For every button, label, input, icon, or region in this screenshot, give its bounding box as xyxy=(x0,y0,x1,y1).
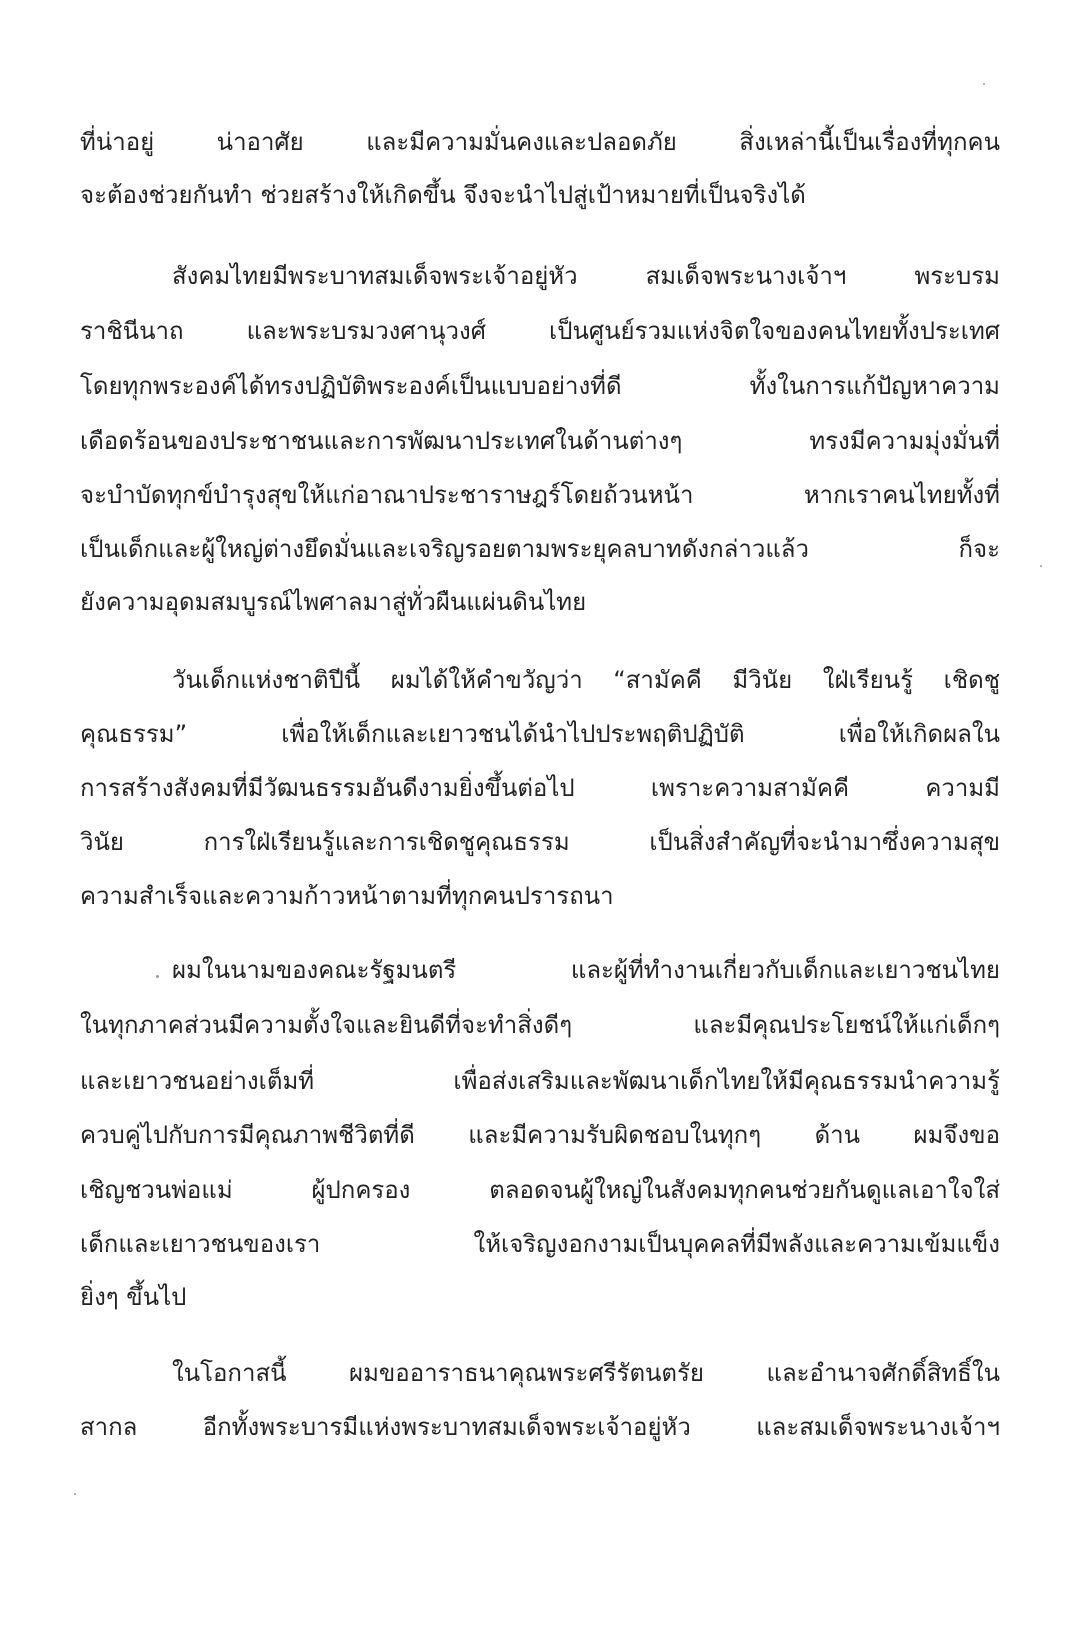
paragraph-2-line-2: ราชินีนาถ และพระบรมวงศานุวงศ์ เป็นศูนย์รวมแห่งจิตใจของคนไทยทั้งประเทศ xyxy=(80,317,1000,345)
paragraph-5-line-2: สากล อีกทั้งพระบารมีแห่งพระบาทสมเด็จพระเจ้าอยู่หัว และสมเด็จพระนางเจ้าฯ xyxy=(80,1413,1000,1441)
paragraph-2-line-6: เป็นเด็กและผู้ใหญ่ต่างยึดมั่นและเจริญรอยตามพระยุคลบาทดังกล่าวแล้ว ก็จะ xyxy=(80,535,1000,563)
paragraph-1-line-1: ที่น่าอยู่ น่าอาศัย และมีความมั่นคงและปลอดภัย สิ่งเหล่านี้เป็นเรื่องที่ทุกคน xyxy=(80,128,1000,156)
paragraph-2-line-1: สังคมไทยมีพระบาทสมเด็จพระเจ้าอยู่หัว สมเด็จพระนางเจ้าฯ พระบรม xyxy=(172,262,1000,290)
paragraph-3-line-3: การสร้างสังคมที่มีวัฒนธรรมอันดีงามยิ่งขึ้นต่อไป เพราะความสามัคคี ความมี xyxy=(80,774,1000,802)
paragraph-5-line-1: ในโอกาสนี้ ผมขออาราธนาคุณพระศรีรัตนตรัย และอำนาจศักดิ์สิทธิ์ใน xyxy=(172,1359,1000,1387)
paragraph-1-line-2: จะต้องช่วยกันทำ ช่วยสร้างให้เกิดขึ้น จึงจะนำไปสู่เป้าหมายที่เป็นจริงได้ xyxy=(80,181,806,209)
scan-speck xyxy=(983,83,985,85)
paragraph-2-line-3: โดยทุกพระองค์ได้ทรงปฏิบัติพระองค์เป็นแบบอย่างที่ดี ทั้งในการแก้ปัญหาความ xyxy=(80,372,1000,400)
paragraph-4-line-6: เด็กและเยาวชนของเรา ให้เจริญงอกงามเป็นบุคคลที่มีพลังและความเข้มแข็ง xyxy=(80,1230,1000,1258)
scan-speck xyxy=(156,975,159,978)
paragraph-2-line-5: จะบำบัดทุกข์บำรุงสุขให้แก่อาณาประชาราษฎร์โดยถ้วนหน้า หากเราคนไทยทั้งที่ xyxy=(80,481,1000,509)
scan-speck xyxy=(1040,565,1042,567)
paragraph-3-line-1: วันเด็กแห่งชาติปีนี้ ผมได้ให้คำขวัญว่า “สามัคคี มีวินัย ใฝ่เรียนรู้ เชิดชู xyxy=(172,666,1000,694)
paragraph-4-line-1: ผมในนามของคณะรัฐมนตรี และผู้ที่ทำงานเกี่ยวกับเด็กและเยาวชนไทย xyxy=(172,956,1000,984)
paragraph-4-line-3: และเยาวชนอย่างเต็มที่ เพื่อส่งเสริมและพัฒนาเด็กไทยให้มีคุณธรรมนำความรู้ xyxy=(80,1067,1000,1095)
paragraph-3-line-2: คุณธรรม” เพื่อให้เด็กและเยาวชนได้นำไปประพฤติปฏิบัติ เพื่อให้เกิดผลใน xyxy=(80,720,1000,748)
paragraph-4-line-7: ยิ่งๆ ขึ้นไป xyxy=(80,1283,187,1311)
scan-speck xyxy=(74,1493,76,1495)
paragraph-3-line-4: วินัย การใฝ่เรียนรู้และการเชิดชูคุณธรรม เป็นสิ่งสำคัญที่จะนำมาซึ่งความสุข xyxy=(80,828,1000,856)
paragraph-2-line-4: เดือดร้อนของประชาชนและการพัฒนาประเทศในด้านต่างๆ ทรงมีความมุ่งมั่นที่ xyxy=(80,427,1000,455)
paragraph-4-line-2: ในทุกภาคส่วนมีความตั้งใจและยินดีที่จะทำสิ่งดีๆ และมีคุณประโยชน์ให้แก่เด็กๆ xyxy=(80,1011,1000,1039)
paragraph-4-line-4: ควบคู่ไปกับการมีคุณภาพชีวิตที่ดี และมีความรับผิดชอบในทุกๆ ด้าน ผมจึงขอ xyxy=(80,1121,1000,1149)
paragraph-3-line-5: ความสำเร็จและความก้าวหน้าตามที่ทุกคนปรารถนา xyxy=(80,882,614,910)
paragraph-2-line-7: ยังความอุดมสมบูรณ์ไพศาลมาสู่ทั่วผืนแผ่นดินไทย xyxy=(80,588,587,616)
paragraph-4-line-5: เชิญชวนพ่อแม่ ผู้ปกครอง ตลอดจนผู้ใหญ่ในสังคมทุกคนช่วยกันดูแลเอาใจใส่ xyxy=(80,1176,1000,1204)
